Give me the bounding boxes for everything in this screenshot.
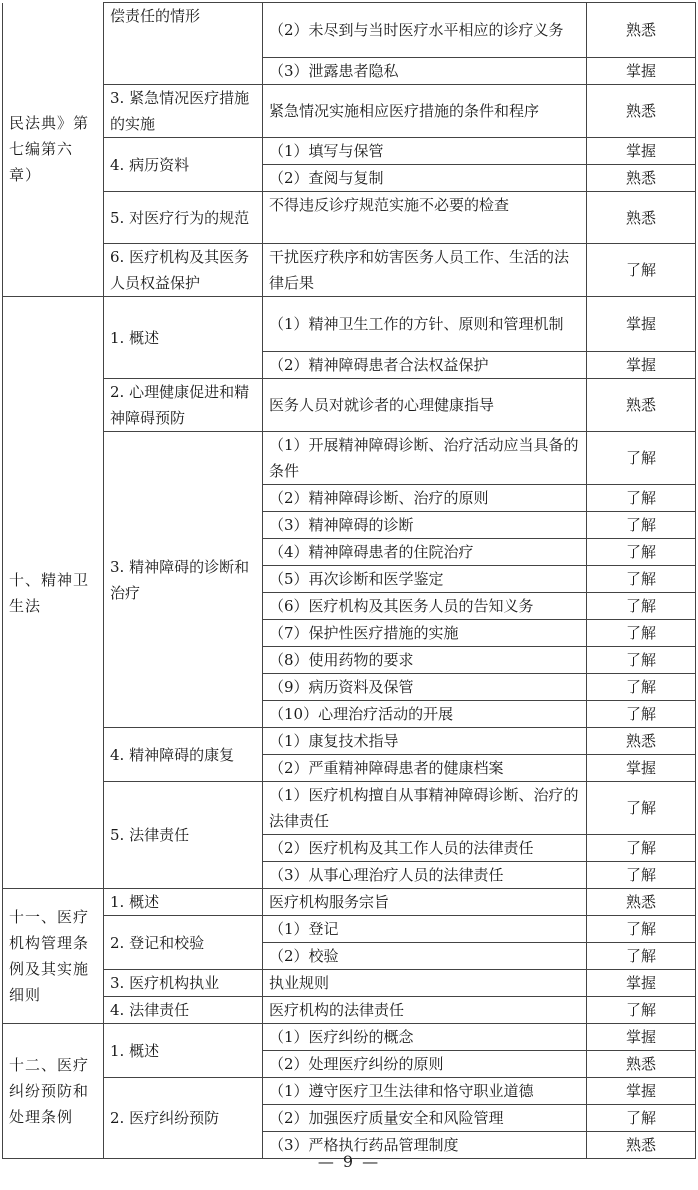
table-row — [3, 1078, 696, 1105]
table-row — [3, 192, 696, 244]
item-text: （1）遵守医疗卫生法律和恪守职业道德 — [263, 1078, 587, 1105]
level-badge: 熟悉 — [587, 3, 696, 58]
table-row — [3, 138, 696, 165]
level-badge: 了解 — [587, 916, 696, 943]
level-badge: 了解 — [587, 593, 696, 620]
section-title: 十、精神卫生法 — [3, 297, 104, 889]
table-row — [3, 1024, 696, 1051]
item-text: 医疗机构的法律责任 — [263, 997, 587, 1024]
level-badge: 掌握 — [587, 1024, 696, 1051]
table-row — [3, 297, 696, 352]
level-badge: 掌握 — [587, 352, 696, 379]
table-row — [3, 379, 696, 432]
item-text: （10）心理治疗活动的开展 — [263, 701, 587, 728]
topic-name: 6. 医疗机构及其医务人员权益保护 — [104, 244, 263, 297]
section-title: 十一、医疗机构管理条例及其实施细则 — [3, 889, 104, 1024]
item-text: （1）开展精神障碍诊断、治疗活动应当具备的条件 — [263, 432, 587, 485]
level-badge: 熟悉 — [587, 1132, 696, 1159]
table-row — [3, 916, 696, 943]
level-badge: 熟悉 — [587, 889, 696, 916]
topic-name: 1. 概述 — [104, 1024, 263, 1078]
level-badge: 了解 — [587, 862, 696, 889]
level-badge: 了解 — [587, 244, 696, 297]
level-badge: 熟悉 — [587, 1051, 696, 1078]
level-badge: 了解 — [587, 835, 696, 862]
level-badge: 了解 — [587, 539, 696, 566]
level-badge: 熟悉 — [587, 85, 696, 138]
level-badge: 了解 — [587, 997, 696, 1024]
level-badge: 熟悉 — [587, 728, 696, 755]
item-text: （2）医疗机构及其工作人员的法律责任 — [263, 835, 587, 862]
level-badge: 了解 — [587, 701, 696, 728]
item-text: 干扰医疗秩序和妨害医务人员工作、生活的法律后果 — [263, 244, 587, 297]
table-row — [3, 85, 696, 138]
item-text: （2）严重精神障碍患者的健康档案 — [263, 755, 587, 782]
topic-name: 5. 对医疗行为的规范 — [104, 192, 263, 244]
level-badge: 了解 — [587, 620, 696, 647]
syllabus-table — [2, 2, 696, 1159]
topic-name: 偿责任的情形 — [104, 3, 263, 85]
table-row — [3, 889, 696, 916]
table-row — [3, 782, 696, 835]
section-title: 民法典》第七编第六章） — [3, 3, 104, 297]
item-text: （2）精神障碍诊断、治疗的原则 — [263, 485, 587, 512]
item-text: （6）医疗机构及其医务人员的告知义务 — [263, 593, 587, 620]
item-text: （2）处理医疗纠纷的原则 — [263, 1051, 587, 1078]
level-badge: 了解 — [587, 485, 696, 512]
topic-name: 5. 法律责任 — [104, 782, 263, 889]
level-badge: 了解 — [587, 432, 696, 485]
level-badge: 掌握 — [587, 138, 696, 165]
item-text: 医疗机构服务宗旨 — [263, 889, 587, 916]
level-badge: 了解 — [587, 1105, 696, 1132]
item-text: 紧急情况实施相应医疗措施的条件和程序 — [263, 85, 587, 138]
item-text: （2）精神障碍患者合法权益保护 — [263, 352, 587, 379]
item-text: （1）填写与保管 — [263, 138, 587, 165]
item-text: （1）登记 — [263, 916, 587, 943]
item-text: （7）保护性医疗措施的实施 — [263, 620, 587, 647]
table-row — [3, 970, 696, 997]
table-row — [3, 3, 696, 58]
page-number: — 9 — — [317, 1152, 381, 1171]
item-text: （3）从事心理治疗人员的法律责任 — [263, 862, 587, 889]
item-text: 医务人员对就诊者的心理健康指导 — [263, 379, 587, 432]
topic-name: 1. 概述 — [104, 889, 263, 916]
topic-name: 4. 精神障碍的康复 — [104, 728, 263, 782]
table-row — [3, 728, 696, 755]
level-badge: 了解 — [587, 782, 696, 835]
item-text: （9）病历资料及保管 — [263, 674, 587, 701]
level-badge: 了解 — [587, 512, 696, 539]
level-badge: 了解 — [587, 674, 696, 701]
level-badge: 掌握 — [587, 970, 696, 997]
item-text: （4）精神障碍患者的住院治疗 — [263, 539, 587, 566]
item-text: （5）再次诊断和医学鉴定 — [263, 566, 587, 593]
topic-name: 2. 登记和校验 — [104, 916, 263, 970]
item-text: 执业规则 — [263, 970, 587, 997]
table-row — [3, 432, 696, 485]
level-badge: 熟悉 — [587, 192, 696, 244]
level-badge: 了解 — [587, 943, 696, 970]
topic-name: 4. 病历资料 — [104, 138, 263, 192]
item-text: （1）精神卫生工作的方针、原则和管理机制 — [263, 297, 587, 352]
level-badge: 掌握 — [587, 58, 696, 85]
level-badge: 熟悉 — [587, 379, 696, 432]
level-badge: 熟悉 — [587, 165, 696, 192]
topic-name: 3. 精神障碍的诊断和治疗 — [104, 432, 263, 728]
item-text: （2）校验 — [263, 943, 587, 970]
section-title: 十二、医疗纠纷预防和处理条例 — [3, 1024, 104, 1159]
level-badge: 了解 — [587, 647, 696, 674]
item-text: （1）医疗纠纷的概念 — [263, 1024, 587, 1051]
item-text: （3）精神障碍的诊断 — [263, 512, 587, 539]
item-text: （3）严格执行药品管理制度 — [263, 1132, 587, 1159]
topic-name: 2. 心理健康促进和精神障碍预防 — [104, 379, 263, 432]
item-text: （2）加强医疗质量安全和风险管理 — [263, 1105, 587, 1132]
item-text: （2）未尽到与当时医疗水平相应的诊疗义务 — [263, 3, 587, 58]
item-text: （1）医疗机构擅自从事精神障碍诊断、治疗的法律责任 — [263, 782, 587, 835]
item-text: （2）查阅与复制 — [263, 165, 587, 192]
level-badge: 掌握 — [587, 297, 696, 352]
level-badge: 掌握 — [587, 755, 696, 782]
topic-name: 3. 紧急情况医疗措施的实施 — [104, 85, 263, 138]
level-badge: 了解 — [587, 566, 696, 593]
table-row — [3, 997, 696, 1024]
item-text: 不得违反诊疗规范实施不必要的检查 — [263, 192, 587, 244]
table-row — [3, 244, 696, 297]
topic-name: 1. 概述 — [104, 297, 263, 379]
topic-name: 3. 医疗机构执业 — [104, 970, 263, 997]
topic-name: 4. 法律责任 — [104, 997, 263, 1024]
topic-name: 2. 医疗纠纷预防 — [104, 1078, 263, 1159]
item-text: （1）康复技术指导 — [263, 728, 587, 755]
item-text: （8）使用药物的要求 — [263, 647, 587, 674]
item-text: （3）泄露患者隐私 — [263, 58, 587, 85]
level-badge: 掌握 — [587, 1078, 696, 1105]
